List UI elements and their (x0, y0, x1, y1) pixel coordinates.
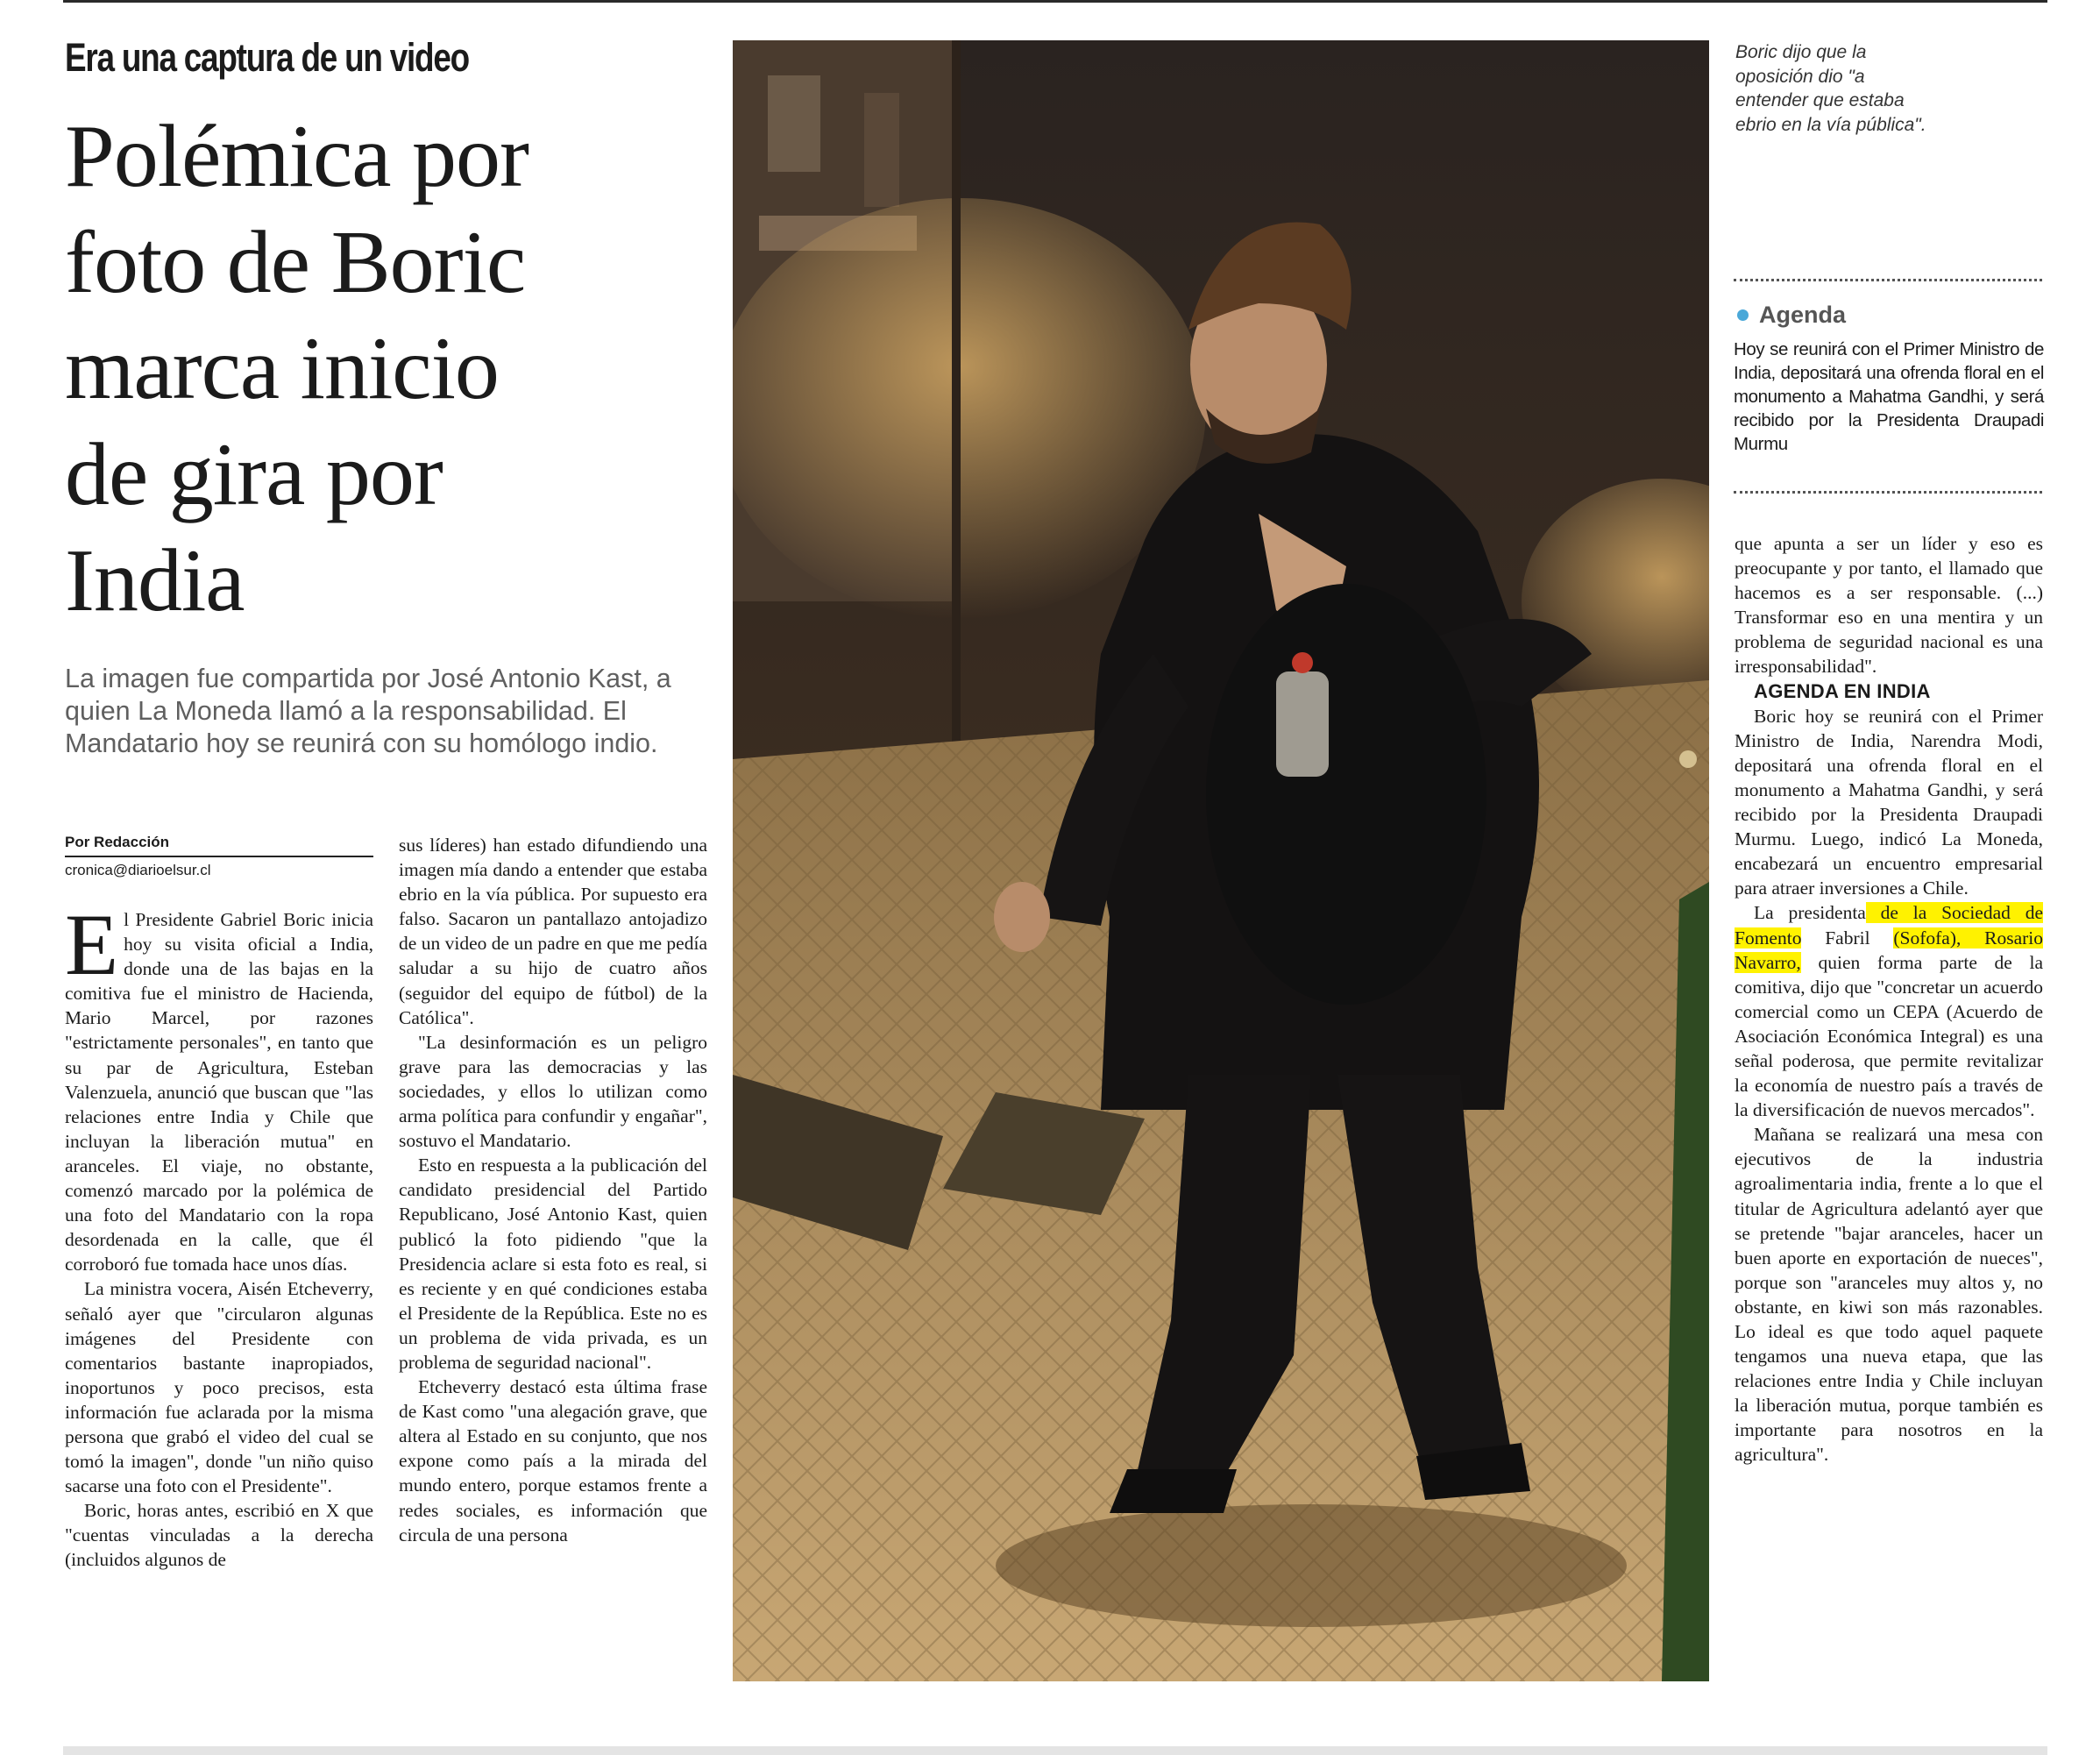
article-paragraph: Mañana se realizará una mesa con ejecutivos de la industria agroalimentaria india, frente a lo que el titular de Agricultura adelantó ayer que se pretende "bajar aranceles, hacer un buen aporte en exportación de nueces", porque son "aranceles muy altos y, no obstante, en kiwi son más razonables. Lo ideal es que todo aquel paquete tengamos una nueva etapa, que las relaciones entre India y Chile incluyan la liberación mutua, porque también es importante para nosotros en la agricultura". (1735, 1124, 2043, 1466)
kicker: Era una captura de un video (65, 35, 469, 80)
byline-name: Por Redacción (65, 834, 170, 850)
paragraph-text: quien forma parte de la comitiva, dijo que "concretar un acuerdo comercial como un CEPA (Acuerdo de Asociación Económica Integral) es una señal poderosa, que permite revitalizar la economía de nuestro país a través de la diversificación de nuevos mercados". (1735, 951, 2043, 1121)
headline (65, 103, 696, 634)
article-paragraph: Etcheverry destacó esta última frase de Kast como "una alegación grave, que altera al Estado en su conjunto, que nos expone como país a la mirada del mundo entero, porque estamos frente a redes sociales, es información que circula de una persona (399, 1376, 707, 1545)
headline-line: marca inicio (65, 319, 499, 418)
article-column-1 (65, 896, 373, 1573)
agenda-text: Hoy se reunirá con el Primer Ministro de India, depositará una ofrenda floral en el monumento a Mahatma Gandhi, y será recibido por la Presidenta Draupadi Murmu (1734, 339, 2044, 454)
article-column-3 (1735, 531, 2043, 1467)
byline-email: cronica@diarioelsur.cl (65, 862, 211, 878)
article-paragraph: Esto en respuesta a la publicación del candidato presidencial del Partido Republicano, José Antonio Kast, quien publicó la foto pidiendo "que la Presidencia aclare si esta foto es real, si es reciente y en qué condiciones estaba el Presidente de la República. Este no es un problema de vida privada, es un problema de seguridad nacional". (399, 1155, 707, 1373)
bottom-band (63, 1746, 2047, 1755)
divider (1734, 491, 2042, 494)
highlighted-text: (Sofofa), Rosario Navarro, (1735, 927, 2044, 973)
headline-line: India (65, 531, 245, 630)
headline-line: de gira por (65, 425, 443, 524)
byline (65, 831, 373, 878)
highlighted-text: de la Sociedad de Fomento (1735, 902, 2043, 949)
headline-line: foto de Boric (65, 213, 526, 312)
article-paragraph: Boric hoy se reunirá con el Primer Ministro de India, Narendra Modi, depositará una ofrenda floral en el monumento a Mahatma Gandhi, y será recibido por la Presidenta Draupadi Murmu. Luego, indicó La Moneda, encabezará un encuentro empresarial para atraer inversiones a Chile. (1735, 705, 2043, 899)
article-paragraph: "La desinformación es un peligro grave para las democracias y las sociedades, y ellos lo utilizan como arma política para confundir y engañar", sostuvo el Mandatario. (399, 1031, 707, 1152)
dek: La imagen fue compartida por José Antonio Kast, a quien La Moneda llamó a la responsabilidad. El Mandatario hoy se reunirá con su homólogo indio. (65, 664, 671, 758)
headline-line: Polémica por (65, 107, 529, 206)
article-paragraph (65, 896, 373, 1276)
paragraph-text: Fabril (1801, 927, 1894, 949)
section-subhead: AGENDA EN INDIA (1754, 679, 1931, 702)
bullet-dot-icon (1737, 309, 1749, 321)
top-rule (63, 0, 2047, 3)
article-paragraph (1735, 900, 2043, 1122)
photo-caption: Boric dijo que la oposición dio "a entender que estaba ebrio en la vía pública". (1735, 42, 1926, 135)
main-photo (733, 40, 1709, 1681)
paragraph-text: l Presidente Gabriel Boric inicia hoy su visita oficial a India, donde una de las bajas en la comitiva fue el ministro de Hacienda, Mario Marcel, por razones "estrictamente personales", en tanto que su par de Agricultura, Esteban Valenzuela, anunció que buscan que "las relaciones entre India y Chile que incluyan la liberación mutua" en aranceles. El viaje, no obstante, comenzó marcado por la polémica de una foto del Mandatario con la ropa desordenada en la calle, que él corroboró fue tomada hace unos días. (65, 909, 373, 1275)
article-paragraph: que apunta a ser un líder y eso es preocupante y por tanto, el llamado que hacemos es a ser responsable. (...) Transformar eso en una mentira y un problema de seguridad nacional es una irresponsabilidad". (1735, 533, 2043, 678)
agenda-sidebar (1734, 302, 2044, 456)
agenda-title (1734, 302, 2044, 329)
agenda-title-text: Agenda (1759, 302, 1847, 328)
article-paragraph: Boric, horas antes, escribió en X que "cuentas vinculadas a la derecha (incluidos algunos de (65, 1500, 373, 1571)
drop-cap: E (65, 896, 119, 993)
article-paragraph: La ministra vocera, Aisén Etcheverry, señaló ayer que "circularon algunas imágenes del Presidente con comentarios bastante inapropiados, inoportunos y poco precisos, esta información fue aclarada por la misma persona que grabó el video del cual se tomó la imagen", donde "un niño quiso sacarse una foto con el Presidente". (65, 1278, 373, 1497)
article-paragraph: sus líderes) han estado difundiendo una imagen mía dando a entender que estaba ebrio en la vía pública. Por supuesto era falso. Sacaron un pantallazo antojadizo de un video de un padre en que me pedía saludar a su hijo de cuatro años (seguidor del equipo de fútbol) de la Católica". (399, 835, 707, 1028)
paragraph-text: La presidenta (1754, 902, 1866, 924)
divider (1734, 279, 2042, 281)
article-column-2 (399, 833, 707, 1547)
